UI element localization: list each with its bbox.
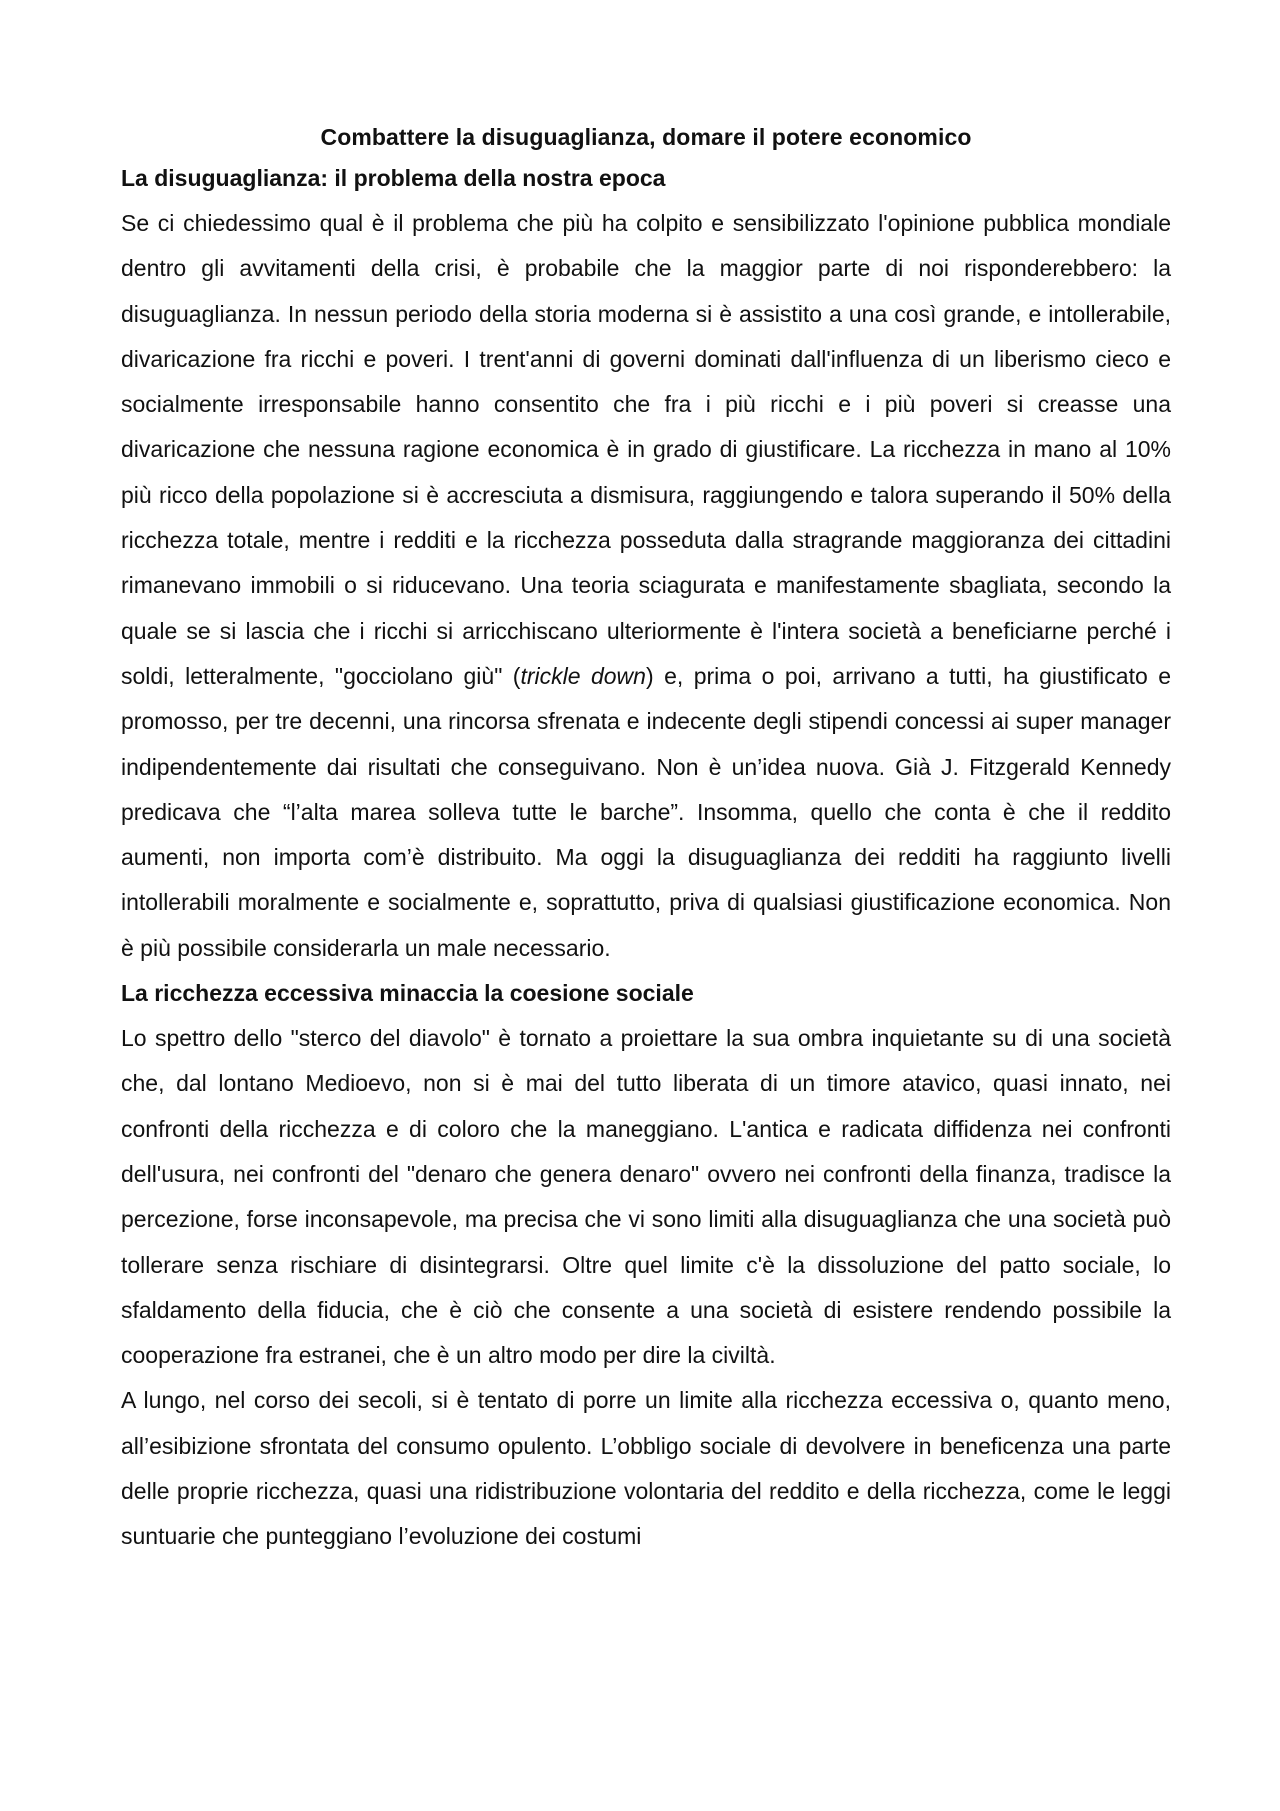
paragraph-disuguaglianza [121, 201, 1171, 971]
section-heading-coesione-sociale: La ricchezza eccessiva minaccia la coesione sociale [121, 980, 694, 1007]
section-heading-disuguaglianza: La disuguaglianza: il problema della nostra epoca [121, 165, 666, 191]
document-body [121, 118, 1171, 1560]
paragraph-sterco-del-diavolo: Lo spettro dello "sterco del diavolo" è tornato a proiettare la sua ombra inquietante su di una società che, dal lontano Medioevo, non si è mai del tutto liberata di un timore atavico, quasi innato, nei confronti della ricchezza e di coloro che la maneggiano. L'antica e radicata diffidenza nei confronti dell'usura, nei confronti del "denaro che genera denaro" ovvero nei confronti della finanza, tradisce la percezione, forse inconsapevole, ma precisa che vi sono limiti alla disuguaglianza che una società può tollerare senza rischiare di disintegrarsi. Oltre quel limite c'è la dissoluzione del patto sociale, lo sfaldamento della fiducia, che è ciò che consente a una società di esistere rendendo possibile la cooperazione fra estranei, che è un altro modo per dire la civiltà. [121, 1025, 1171, 1369]
paragraph-ricchezza-eccessiva: A lungo, nel corso dei secoli, si è tentato di porre un limite alla ricchezza eccessiva o, quanto meno, all’esibizione sfrontata del consumo opulento. L’obbligo sociale di devolvere in beneficenza una parte delle proprie ricchezza, quasi una ridistribuzione volontaria del reddito e della ricchezza, come le leggi suntuarie che punteggiano l’evoluzione dei costumi [121, 1387, 1171, 1550]
italic-term-trickle-down: trickle down [520, 662, 646, 689]
document-title: Combattere la disuguaglianza, domare il potere economico [320, 124, 972, 150]
paragraph-text-after-italic: ) e, prima o poi, arrivano a tutti, ha giustificato e promosso, per tre decenni, una rincorsa sfrenata e indecente degli stipendi concessi ai super manager indipendentemente dai risultati che conseguivano. Non è un’idea nuova. Già J. Fitzgerald Kennedy predicava che “l’alta marea solleva tutte le barche”. Insomma, quello che conta è che il reddito aumenti, non importa com’è distribuito. Ma oggi la disuguaglianza dei redditi ha raggiunto livelli intollerabili moralmente e socialmente e, soprattutto, priva di qualsiasi giustificazione economica. Non è più possibile considerarla un male necessario. [121, 662, 1171, 961]
paragraph-text-before-italic: Se ci chiedessimo qual è il problema che più ha colpito e sensibilizzato l'opinione pubblica mondiale dentro gli avvitamenti della crisi, è probabile che la maggior parte di noi risponderebbero: la disuguaglianza. In nessun periodo della storia moderna si è assistito a una così grande, e intollerabile, divaricazione fra ricchi e poveri. I trent'anni di governi dominati dall'influenza di un liberismo cieco e socialmente irresponsabile hanno consentito che fra i più ricchi e i più poveri si creasse una divaricazione che nessuna ragione economica è in grado di giustificare. La ricchezza in mano al 10% più ricco della popolazione si è accresciuta a dismisura, raggiungendo e talora superando il 50% della ricchezza totale, mentre i redditi e la ricchezza posseduta dalla stragrande maggioranza dei cittadini rimanevano immobili o si riducevano. Una teoria sciagurata e manifestamente sbagliata, secondo la quale se si lascia che i ricchi si arricchiscano ulteriormente è l'intera società a beneficiarne perché i soldi, letteralmente, "gocciolano giù" ( [121, 210, 1171, 689]
